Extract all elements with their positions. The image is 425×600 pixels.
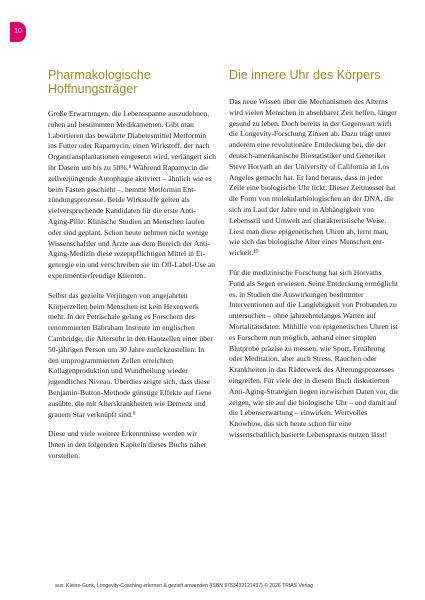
left-column	[48, 68, 216, 471]
paragraph: Große Erwartungen, die Lebensspanne auszudehnen, ruhen auf bestimmten Medikamenten. Gibt man Labortieren das bewährte Diabetesmittel Metformin ins Futter oder Rapamycin, einen Wirkstoff, der nach Organtransplantationen eingesetzt wird, verlängert sich ihr Dasein um bis zu 50%.⁸ Während Rapamycin die zellverjüngende Autophagie aktiviert – ähnlich wie es beim Fasten geschieht –, hemmt Metformin Entzündungsprozesse. Beide Wirkstoffe gelten als vielversprechende Kandidaten für die erste Anti-Aging-Pille: Klinische Studien an Menschen laufen oder sind geplant. Schon heute nehmen nicht wenige Wissenschaftler und Ärzte aus dem Bereich der Anti-Aging-Medizin diese rezeptpflichtigen Mittel in Eigenregie ein und verschreiben sie im Off-Label-Use an experimentierfreudige Klienten.	[48, 109, 216, 280]
paragraph: Diese und viele weitere Erkenntnisse werden wir Ihnen in den folgenden Kapiteln dieses Buchs näher vorstellen.	[48, 429, 207, 460]
page-number-badge: 10	[10, 22, 26, 42]
source-footer: aus: Kleine-Gunk, Longevity-Coaching erlernen & gezielt anwenden (ISBN 9783432121437) © 2026 TRIAS Verlag	[55, 583, 313, 589]
section-title-inner-clock: Die innere Uhr des Körpers	[229, 68, 381, 82]
paragraph: Das neue Wissen über die Mechanismen des Alterns wird vielen Menschen in absehbarer Zeit helfen, länger gesund zu leben. Doch bereits in der Gegenwart wirft die Longevity-Forschung Zinsen ab. Dazu trägt unter anderem eine revolutionäre Entdeckung bei, die der deutsch-amerikanische Biostatistiker und Genetiker Steve Horvath an der University of California in Los Angeles gemacht hat. Er fand heraus, dass in jeder Zelle eine biologische Uhr tickt: Dieser Zeitmesser hat die Form von molekularbiologischen an der DNA, die sich im Lauf der Jahre und in Abhängigkeit von Lebensstil und Umwelt auf charakteristische Weise. Liest man diese epigenetischen Uhren ab, lernt man, wie sich das biologische Alter eines Menschen entwickelt.¹⁰	[229, 97, 397, 258]
right-column	[229, 68, 399, 450]
section-title-pharmacological: Pharmakologische Hoffnungsträger	[48, 68, 151, 96]
paragraph: Für die medizinische Forschung hat sich Horvaths Fund als Segen erwiesen. Seine Entdeckung ermöglicht es, in Studien die Auswirkungen bestimmter Interventionen auf die Langlebigkeit von Probanden zu untersuchen – ohne jahrzehntelanges Warten auf Mortalitätsdaten. Mithilfe von epigenetischen Uhren ist es Forschern nun möglich, anhand einer simplen Blutprobe präzise zu messen, wie Sport, Ernährung oder Meditation, aber auch Stress, Rauchen oder Krankheiten in das Räderwerk des Alterungsprozesses eingreifen. Für viele der in diesem Buch diskutierten Anti-Aging-Strategien liegen inzwischen Daten vor, die zeigen, wie sie auf die biologische Uhr – und damit auf die Lebenserwartung – einwirken. Wertvolles Knowhow, das sich heute schon für eine wissenschaftlich basierte Lebenspraxis nutzen lässt!	[229, 267, 399, 439]
paragraph: Selbst das gezielte Verjüngen von angejahrten Körperzellen beim Menschen ist kein Hexenwerk mehr. In der Petrischale gelang es Forschern des renommierten Babraham Institute im englischen Cambridge, die Altersuhr in den Hautzellen einer über 50-jährigen Person um 30 Jahre zurückzustellen: In den umprogrammierten Zellen erreichten Kollagenproduktion und Wundheilung wieder jugendliches Niveau. Überdies zeigte sich, dass diese Benjamin-Button-Methode günstige Effekte auf Gene ausübte, die mit Alterskrankheiten wie Demenz und grauem Star verknüpft sind.⁹	[48, 290, 213, 419]
